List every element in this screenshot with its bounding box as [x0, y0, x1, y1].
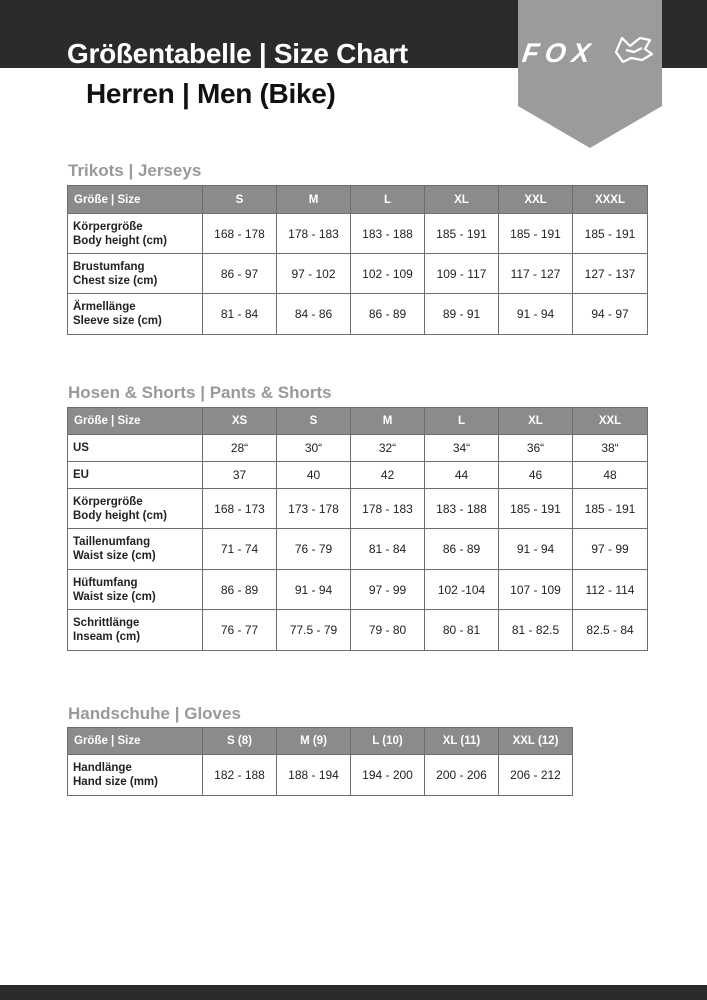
table-cell: 97 - 99 — [573, 529, 648, 570]
table-cell: 38“ — [573, 435, 648, 462]
table-cell: 81 - 82.5 — [499, 610, 573, 651]
table-cell: 173 - 178 — [277, 489, 351, 529]
column-header-label: Größe | Size — [68, 728, 203, 755]
table-cell: 102 -104 — [425, 570, 499, 610]
gloves-size-table — [67, 727, 573, 796]
table-cell: 82.5 - 84 — [573, 610, 648, 651]
table-cell: 97 - 102 — [277, 254, 351, 294]
brand-wordmark: FOX — [520, 37, 599, 68]
column-header: XXL — [499, 186, 573, 214]
table-cell: 86 - 97 — [203, 254, 277, 294]
table-cell: 107 - 109 — [499, 570, 573, 610]
table-cell: 34“ — [425, 435, 499, 462]
column-header-label: Größe | Size — [68, 186, 203, 214]
table-cell: 183 - 188 — [351, 214, 425, 254]
table-header-row — [68, 728, 573, 755]
page-title: Größentabelle | Size Chart — [67, 38, 408, 69]
column-header: XL — [499, 408, 573, 435]
table-cell: 183 - 188 — [425, 489, 499, 529]
table-cell: 185 - 191 — [499, 214, 573, 254]
brand-logo — [518, 0, 662, 148]
table-cell: 185 - 191 — [425, 214, 499, 254]
row-label: Taillenumfang Waist size (cm) — [68, 529, 203, 570]
table-cell: 206 - 212 — [499, 755, 573, 796]
row-label: Hüftumfang Waist size (cm) — [68, 570, 203, 610]
column-header: L — [351, 186, 425, 214]
table-cell: 182 - 188 — [203, 755, 277, 796]
table-cell: 86 - 89 — [203, 570, 277, 610]
table-cell: 178 - 183 — [277, 214, 351, 254]
table-cell: 79 - 80 — [351, 610, 425, 651]
column-header: S — [277, 408, 351, 435]
table-cell: 30“ — [277, 435, 351, 462]
table-row — [68, 610, 648, 651]
table-cell: 127 - 137 — [573, 254, 648, 294]
table-cell: 86 - 89 — [425, 529, 499, 570]
table-cell: 185 - 191 — [573, 214, 648, 254]
table-cell: 91 - 94 — [277, 570, 351, 610]
row-label: Körpergröße Body height (cm) — [68, 489, 203, 529]
column-header: M — [277, 186, 351, 214]
table-cell: 37 — [203, 462, 277, 489]
table-row — [68, 462, 648, 489]
column-header: M (9) — [277, 728, 351, 755]
table-row — [68, 489, 648, 529]
table-row — [68, 214, 648, 254]
column-header-label: Größe | Size — [68, 408, 203, 435]
table-cell: 200 - 206 — [425, 755, 499, 796]
table-cell: 91 - 94 — [499, 529, 573, 570]
table-cell: 178 - 183 — [351, 489, 425, 529]
table-cell: 109 - 117 — [425, 254, 499, 294]
table-cell: 185 - 191 — [573, 489, 648, 529]
table-header-row — [68, 186, 648, 214]
table-row — [68, 254, 648, 294]
section-title-pants: Hosen & Shorts | Pants & Shorts — [68, 383, 332, 402]
table-cell: 40 — [277, 462, 351, 489]
column-header: XL (11) — [425, 728, 499, 755]
table-cell: 36“ — [499, 435, 573, 462]
jersey-size-table — [67, 185, 648, 335]
table-cell: 42 — [351, 462, 425, 489]
row-label: Ärmellänge Sleeve size (cm) — [68, 294, 203, 335]
column-header: M — [351, 408, 425, 435]
table-header-row — [68, 408, 648, 435]
table-cell: 188 - 194 — [277, 755, 351, 796]
column-header: S — [203, 186, 277, 214]
table-cell: 194 - 200 — [351, 755, 425, 796]
table-row — [68, 755, 573, 796]
section-title-gloves: Handschuhe | Gloves — [68, 704, 241, 723]
table-cell: 91 - 94 — [499, 294, 573, 335]
table-cell: 86 - 89 — [351, 294, 425, 335]
row-label: Handlänge Hand size (mm) — [68, 755, 203, 796]
section-title-jerseys: Trikots | Jerseys — [68, 161, 202, 180]
table-cell: 112 - 114 — [573, 570, 648, 610]
table-cell: 77.5 - 79 — [277, 610, 351, 651]
page-subtitle: Herren | Men (Bike) — [86, 78, 336, 109]
table-cell: 84 - 86 — [277, 294, 351, 335]
column-header: S (8) — [203, 728, 277, 755]
footer-bar — [0, 985, 707, 1000]
table-cell: 97 - 99 — [351, 570, 425, 610]
row-label: EU — [68, 462, 203, 489]
table-cell: 81 - 84 — [351, 529, 425, 570]
table-row — [68, 570, 648, 610]
table-cell: 94 - 97 — [573, 294, 648, 335]
table-cell: 46 — [499, 462, 573, 489]
column-header: XS — [203, 408, 277, 435]
table-cell: 168 - 173 — [203, 489, 277, 529]
table-cell: 76 - 77 — [203, 610, 277, 651]
column-header: XXL — [573, 408, 648, 435]
table-row — [68, 529, 648, 570]
table-cell: 28“ — [203, 435, 277, 462]
table-cell: 48 — [573, 462, 648, 489]
table-cell: 117 - 127 — [499, 254, 573, 294]
row-label: Schrittlänge Inseam (cm) — [68, 610, 203, 651]
column-header: XXXL — [573, 186, 648, 214]
table-cell: 76 - 79 — [277, 529, 351, 570]
table-cell: 32“ — [351, 435, 425, 462]
table-cell: 102 - 109 — [351, 254, 425, 294]
column-header: L (10) — [351, 728, 425, 755]
table-cell: 44 — [425, 462, 499, 489]
table-cell: 89 - 91 — [425, 294, 499, 335]
table-cell: 71 - 74 — [203, 529, 277, 570]
table-cell: 81 - 84 — [203, 294, 277, 335]
row-label: Brustumfang Chest size (cm) — [68, 254, 203, 294]
row-label: US — [68, 435, 203, 462]
table-cell: 168 - 178 — [203, 214, 277, 254]
column-header: L — [425, 408, 499, 435]
column-header: XXL (12) — [499, 728, 573, 755]
table-cell: 80 - 81 — [425, 610, 499, 651]
pants-size-table — [67, 407, 648, 651]
table-row — [68, 294, 648, 335]
table-cell: 185 - 191 — [499, 489, 573, 529]
row-label: Körpergröße Body height (cm) — [68, 214, 203, 254]
table-row — [68, 435, 648, 462]
column-header: XL — [425, 186, 499, 214]
